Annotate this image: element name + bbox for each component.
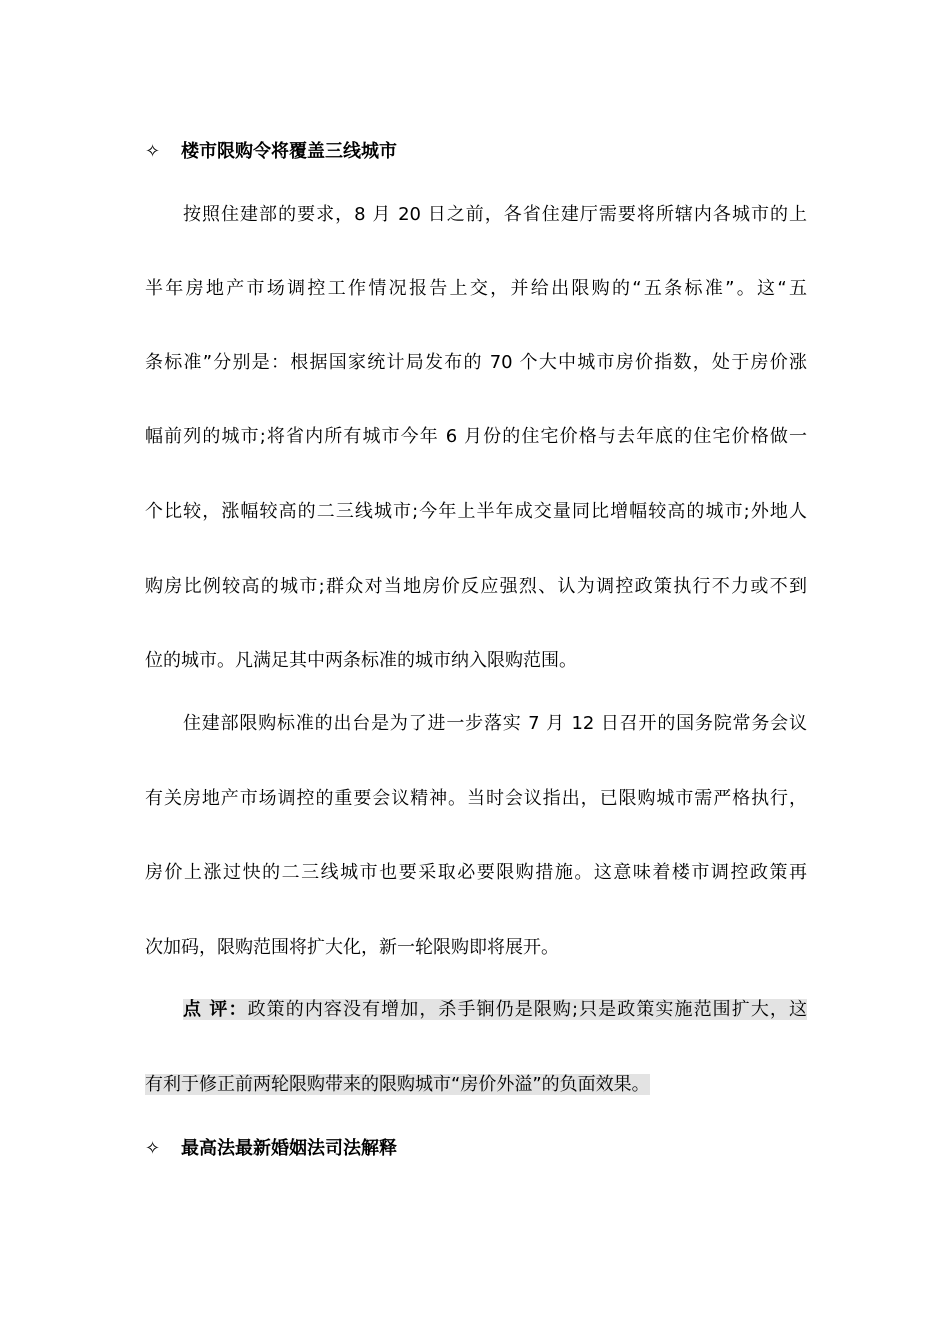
comment-line	[183, 997, 807, 1023]
bullet-diamond-icon: ✧	[145, 1138, 161, 1159]
paragraph-1-line: 条标准”分别是：根据国家统计局发布的 70 个大中城市房价指数，处于房价涨	[145, 352, 807, 373]
paragraph-1-line: 购房比例较高的城市;群众对当地房价反应强烈、认为调控政策执行不力或不到	[145, 576, 807, 597]
paragraph-2-line: 次加码，限购范围将扩大化，新一轮限购即将展开。	[145, 937, 559, 958]
paragraph-2-line: 房价上涨过快的二三线城市也要采取必要限购措施。这意味着楼市调控政策再	[145, 862, 807, 883]
comment-label: 点 评：	[183, 999, 248, 1020]
heading-1	[145, 139, 397, 165]
paragraph-1-line: 半年房地产市场调控工作情况报告上交，并给出限购的“五条标准”。这“五	[145, 278, 807, 299]
comment-text: 政策的内容没有增加，杀手锏仍是限购;只是政策实施范围扩大，这	[247, 999, 807, 1020]
heading-1-title: 楼市限购令将覆盖三线城市	[181, 141, 397, 162]
paragraph-2-line: 住建部限购标准的出台是为了进一步落实 7 月 12 日召开的国务院常务会议	[183, 713, 807, 734]
comment-line	[145, 1072, 807, 1098]
paragraph-1-line: 位的城市。凡满足其中两条标准的城市纳入限购范围。	[145, 650, 577, 671]
heading-2	[145, 1136, 397, 1162]
paragraph-1-line: 按照住建部的要求，8 月 20 日之前，各省住建厅需要将所辖内各城市的上	[183, 204, 807, 225]
paragraph-1-line: 个比较，涨幅较高的二三线城市;今年上半年成交量同比增幅较高的城市;外地人	[145, 501, 807, 522]
bullet-diamond-icon: ✧	[145, 141, 161, 162]
paragraph-2-line: 有关房地产市场调控的重要会议精神。当时会议指出，已限购城市需严格执行，	[145, 788, 807, 809]
paragraph-1-line: 幅前列的城市;将省内所有城市今年 6 月份的住宅价格与去年底的住宅价格做一	[145, 426, 807, 447]
heading-2-title: 最高法最新婚姻法司法解释	[181, 1138, 397, 1159]
comment-text: 有利于修正前两轮限购带来的限购城市“房价外溢”的负面效果。	[145, 1074, 650, 1095]
